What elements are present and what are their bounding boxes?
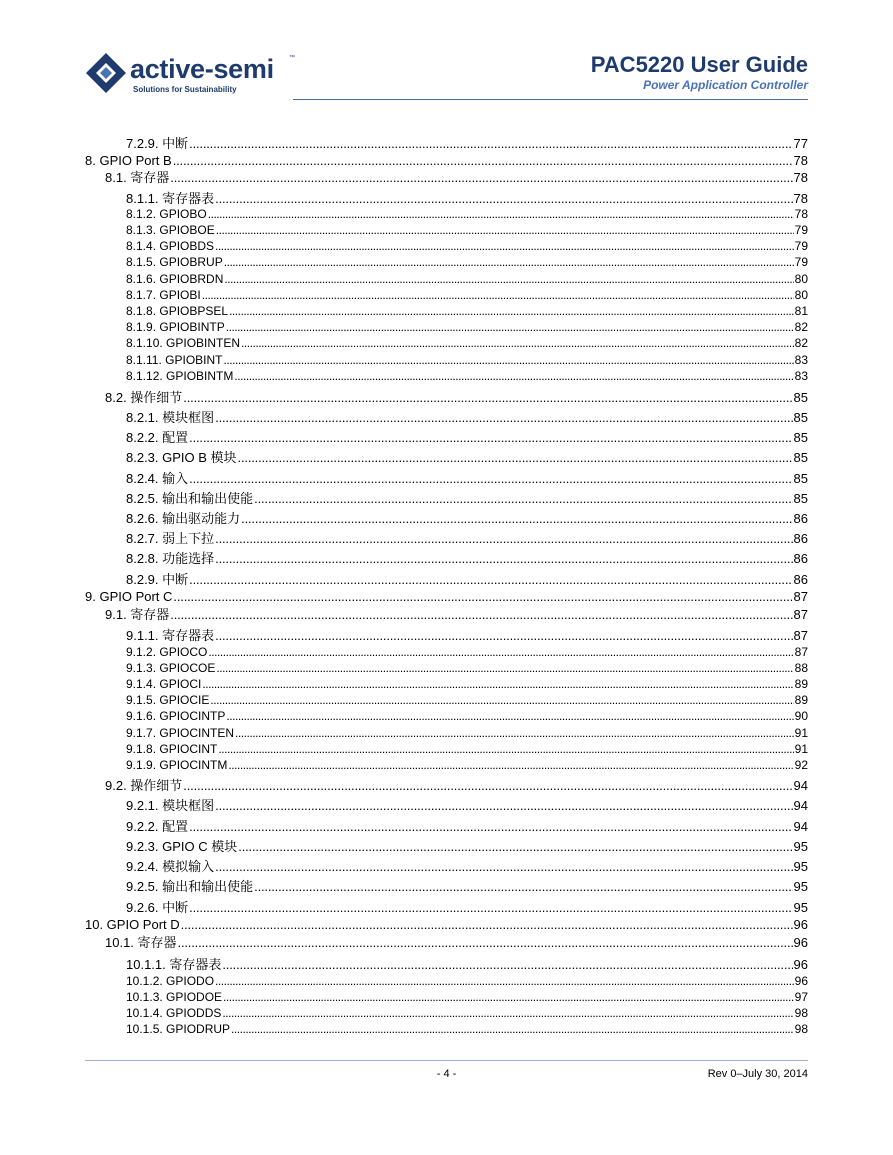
toc-entry-label: 9.1.3. GPIOCOE xyxy=(126,661,216,675)
toc-dot-leader xyxy=(234,369,793,383)
toc-entry-label: 9. GPIO Port C xyxy=(85,589,173,604)
toc-entry-page: 89 xyxy=(794,693,808,707)
toc-dot-leader xyxy=(218,742,793,756)
toc-dot-leader xyxy=(224,272,793,286)
toc-entry-page: 83 xyxy=(794,353,808,367)
toc-entry-label: 9.1.4. GPIOCI xyxy=(126,677,202,691)
toc-entry[interactable] xyxy=(126,304,808,318)
toc-entry-page: 95 xyxy=(793,839,808,854)
toc-entry[interactable] xyxy=(105,607,808,623)
toc-entry[interactable] xyxy=(126,709,808,723)
toc-entry-page: 98 xyxy=(794,1006,808,1020)
toc-entry-label: 10.1.2. GPIODO xyxy=(126,974,215,988)
toc-dot-leader xyxy=(202,677,793,691)
toc-dot-leader xyxy=(224,255,794,269)
toc-entry[interactable] xyxy=(126,628,808,644)
toc-dot-leader xyxy=(210,693,793,707)
toc-entry[interactable] xyxy=(126,957,808,973)
toc-dot-leader xyxy=(226,709,793,723)
toc-entry-page: 81 xyxy=(794,304,808,318)
toc-entry[interactable] xyxy=(126,491,808,507)
toc-entry-page: 88 xyxy=(794,661,808,675)
toc-dot-leader xyxy=(189,471,792,487)
toc-dot-leader xyxy=(241,336,794,350)
toc-dot-leader xyxy=(226,320,794,334)
toc-entry-label: 9.1. 寄存器 xyxy=(105,607,170,622)
toc-entry[interactable] xyxy=(126,1022,808,1036)
footer-divider xyxy=(85,1060,808,1061)
toc-entry-label: 10.1.5. GPIODRUP xyxy=(126,1022,231,1036)
toc-dot-leader xyxy=(231,1022,794,1036)
toc-entry-page: 85 xyxy=(793,390,808,405)
toc-dot-leader xyxy=(170,607,792,623)
toc-entry-label: 8.1.2. GPIOBO xyxy=(126,207,207,221)
toc-entry-label: 9.1.2. GPIOCO xyxy=(126,645,208,659)
toc-entry[interactable] xyxy=(126,369,808,383)
toc-dot-leader xyxy=(235,726,794,740)
logo-trademark: ™ xyxy=(289,55,295,61)
toc-entry[interactable] xyxy=(126,191,808,207)
toc-dot-leader xyxy=(215,859,792,875)
toc-entry[interactable] xyxy=(126,900,808,916)
toc-entry-label: 8.2.8. 功能选择 xyxy=(126,551,215,566)
toc-entry-page: 86 xyxy=(793,551,808,566)
toc-entry-label: 9.2.2. 配置 xyxy=(126,819,189,834)
toc-dot-leader xyxy=(208,645,793,659)
toc-dot-leader xyxy=(216,223,794,237)
toc-entry[interactable] xyxy=(126,551,808,567)
toc-entry-page: 92 xyxy=(794,758,808,772)
toc-entry-page: 91 xyxy=(794,726,808,740)
toc-dot-leader xyxy=(222,1006,793,1020)
page-number: - 4 - xyxy=(436,1068,457,1080)
toc-entry[interactable] xyxy=(126,272,808,286)
toc-entry-page: 96 xyxy=(793,917,808,932)
toc-entry-label: 8.1.6. GPIOBRDN xyxy=(126,272,224,286)
toc-dot-leader xyxy=(215,239,794,253)
toc-entry-page: 95 xyxy=(793,900,808,915)
toc-entry-label: 9.1.5. GPIOCIE xyxy=(126,693,210,707)
toc-dot-leader xyxy=(254,879,792,895)
toc-dot-leader xyxy=(223,353,793,367)
toc-entry-label: 8.2.5. 输出和输出使能 xyxy=(126,491,254,506)
toc-entry-label: 10. GPIO Port D xyxy=(85,917,180,932)
toc-entry-page: 91 xyxy=(794,742,808,756)
toc-entry-label: 9.2. 操作细节 xyxy=(105,778,183,793)
toc-dot-leader xyxy=(189,430,792,446)
toc-entry-label: 10.1.4. GPIODDS xyxy=(126,1006,222,1020)
toc-entry-label: 8.2. 操作细节 xyxy=(105,390,183,405)
toc-entry-label: 8.2.7. 弱上下拉 xyxy=(126,531,215,546)
toc-entry[interactable] xyxy=(126,531,808,547)
toc-entry-label: 9.1.1. 寄存器表 xyxy=(126,628,215,643)
toc-dot-leader xyxy=(241,511,792,527)
toc-entry-label: 10.1. 寄存器 xyxy=(105,935,177,950)
logo-tagline: Solutions for Sustainability xyxy=(133,85,237,94)
toc-entry[interactable] xyxy=(126,572,808,588)
toc-entry[interactable] xyxy=(126,239,808,253)
toc-dot-leader xyxy=(173,153,793,169)
toc-dot-leader xyxy=(173,589,792,605)
toc-entry-label: 10.1.3. GPIODOE xyxy=(126,990,223,1004)
toc-entry-page: 87 xyxy=(793,628,808,643)
toc-entry-label: 8.2.9. 中断 xyxy=(126,572,189,587)
toc-entry[interactable] xyxy=(126,223,808,237)
toc-entry-page: 78 xyxy=(793,170,808,185)
toc-entry-page: 94 xyxy=(793,798,808,813)
toc-entry-label: 8.1. 寄存器 xyxy=(105,170,170,185)
toc-entry-label: 8.2.6. 输出驱动能力 xyxy=(126,511,241,526)
toc-entry-label: 8.1.7. GPIOBI xyxy=(126,288,201,302)
toc-entry-page: 79 xyxy=(794,223,808,237)
toc-entry-page: 78 xyxy=(794,207,808,221)
document-title: PAC5220 User Guide xyxy=(590,52,808,77)
toc-entry-label: 8.1.3. GPIOBOE xyxy=(126,223,215,237)
toc-entry[interactable] xyxy=(126,974,808,988)
toc-entry-page: 97 xyxy=(794,990,808,1004)
toc-dot-leader xyxy=(178,935,793,951)
toc-entry-page: 77 xyxy=(793,136,808,151)
toc-dot-leader xyxy=(238,839,792,855)
toc-dot-leader xyxy=(254,491,792,507)
toc-entry-page: 78 xyxy=(793,153,808,168)
toc-dot-leader xyxy=(215,531,792,547)
toc-dot-leader xyxy=(181,917,793,933)
toc-dot-leader xyxy=(228,758,793,772)
toc-dot-leader xyxy=(202,288,794,302)
toc-entry[interactable] xyxy=(85,589,808,605)
toc-entry-page: 85 xyxy=(793,471,808,486)
toc-entry-page: 86 xyxy=(793,572,808,587)
toc-dot-leader xyxy=(215,191,792,207)
toc-entry-label: 7.2.9. 中断 xyxy=(126,136,189,151)
toc-dot-leader xyxy=(208,207,794,221)
toc-entry-page: 98 xyxy=(794,1022,808,1036)
toc-entry-label: 8.1.8. GPIOBPSEL xyxy=(126,304,229,318)
toc-entry-page: 78 xyxy=(793,191,808,206)
toc-dot-leader xyxy=(229,304,794,318)
toc-dot-leader xyxy=(215,551,792,567)
toc-entry[interactable] xyxy=(126,320,808,334)
toc-entry-label: 9.1.9. GPIOCINTM xyxy=(126,758,228,772)
toc-entry-page: 86 xyxy=(793,511,808,526)
toc-entry[interactable] xyxy=(126,693,808,707)
toc-entry-page: 87 xyxy=(794,645,808,659)
toc-entry-label: 8.2.1. 模块框图 xyxy=(126,410,215,425)
toc-entry[interactable] xyxy=(105,935,808,951)
toc-entry-label: 8.1.1. 寄存器表 xyxy=(126,191,215,206)
toc-entry-page: 85 xyxy=(793,491,808,506)
toc-entry[interactable] xyxy=(85,917,808,933)
toc-entry-label: 8.1.4. GPIOBDS xyxy=(126,239,215,253)
toc-entry-label: 10.1.1. 寄存器表 xyxy=(126,957,222,972)
toc-entry[interactable] xyxy=(126,336,808,350)
toc-dot-leader xyxy=(183,778,792,794)
toc-entry[interactable] xyxy=(105,170,808,186)
toc-entry-label: 8.1.12. GPIOBINTM xyxy=(126,369,234,383)
toc-entry-page: 82 xyxy=(794,320,808,334)
document-subtitle: Power Application Controller xyxy=(643,78,808,92)
toc-entry-page: 85 xyxy=(793,450,808,465)
toc-entry-page: 85 xyxy=(793,410,808,425)
toc-entry-page: 94 xyxy=(793,778,808,793)
toc-entry[interactable] xyxy=(126,353,808,367)
toc-entry[interactable] xyxy=(126,742,808,756)
toc-entry-page: 95 xyxy=(793,859,808,874)
toc-entry[interactable] xyxy=(126,430,808,446)
toc-dot-leader xyxy=(238,450,793,466)
toc-dot-leader xyxy=(189,572,792,588)
toc-entry-page: 96 xyxy=(793,957,808,972)
toc-entry[interactable] xyxy=(126,758,808,772)
toc-entry-label: 8.2.3. GPIO B 模块 xyxy=(126,450,237,465)
toc-entry-page: 96 xyxy=(794,974,808,988)
toc-dot-leader xyxy=(216,661,793,675)
toc-entry-page: 85 xyxy=(793,430,808,445)
toc-entry[interactable] xyxy=(126,990,808,1004)
toc-entry-label: 8.2.4. 输入 xyxy=(126,471,189,486)
toc-entry[interactable] xyxy=(126,255,808,269)
toc-entry[interactable] xyxy=(126,798,808,814)
toc-entry[interactable] xyxy=(126,1006,808,1020)
toc-dot-leader xyxy=(183,390,792,406)
toc-entry-page: 79 xyxy=(794,239,808,253)
toc-entry[interactable] xyxy=(126,450,808,466)
toc-entry[interactable] xyxy=(105,390,808,406)
toc-entry[interactable] xyxy=(126,726,808,740)
toc-entry[interactable] xyxy=(126,645,808,659)
toc-entry-label: 9.1.8. GPIOCINT xyxy=(126,742,218,756)
toc-entry-label: 8.1.10. GPIOBINTEN xyxy=(126,336,241,350)
toc-entry-label: 8.1.11. GPIOBINT xyxy=(126,353,223,367)
toc-entry-page: 89 xyxy=(794,677,808,691)
toc-dot-leader xyxy=(170,170,792,186)
toc-dot-leader xyxy=(189,819,792,835)
toc-dot-leader xyxy=(215,798,792,814)
toc-entry-label: 9.2.5. 输出和输出使能 xyxy=(126,879,254,894)
toc-entry-page: 83 xyxy=(794,369,808,383)
toc-entry[interactable] xyxy=(85,153,808,169)
toc-entry-label: 9.2.3. GPIO C 模块 xyxy=(126,839,238,854)
toc-entry[interactable] xyxy=(126,136,808,152)
toc-entry[interactable] xyxy=(126,879,808,895)
toc-entry[interactable] xyxy=(126,471,808,487)
toc-entry-page: 82 xyxy=(794,336,808,350)
toc-entry[interactable] xyxy=(126,677,808,691)
toc-entry[interactable] xyxy=(105,778,808,794)
toc-entry-page: 96 xyxy=(793,935,808,950)
revision-info: Rev 0–July 30, 2014 xyxy=(707,1068,808,1080)
toc-entry[interactable] xyxy=(126,661,808,675)
toc-dot-leader xyxy=(222,957,792,973)
toc-entry-page: 94 xyxy=(793,819,808,834)
toc-dot-leader xyxy=(223,990,794,1004)
toc-dot-leader xyxy=(189,136,792,152)
toc-dot-leader xyxy=(189,900,792,916)
toc-entry-page: 95 xyxy=(793,879,808,894)
toc-entry-label: 9.2.6. 中断 xyxy=(126,900,189,915)
toc-entry-label: 8.2.2. 配置 xyxy=(126,430,189,445)
toc-entry-label: 8. GPIO Port B xyxy=(85,153,172,168)
toc-entry-label: 8.1.9. GPIOBINTP xyxy=(126,320,225,334)
toc-entry-page: 87 xyxy=(793,607,808,622)
toc-entry-label: 9.1.6. GPIOCINTP xyxy=(126,709,226,723)
toc-dot-leader xyxy=(215,628,792,644)
toc-entry-label: 9.2.4. 模拟输入 xyxy=(126,859,215,874)
toc-entry-page: 80 xyxy=(794,272,808,286)
toc-entry[interactable] xyxy=(126,410,808,426)
toc-entry[interactable] xyxy=(126,839,808,855)
toc-entry[interactable] xyxy=(126,859,808,875)
toc-entry[interactable] xyxy=(126,819,808,835)
toc-entry-page: 79 xyxy=(794,255,808,269)
toc-dot-leader xyxy=(215,974,794,988)
toc-entry-page: 80 xyxy=(794,288,808,302)
toc-entry[interactable] xyxy=(126,511,808,527)
toc-entry[interactable] xyxy=(126,207,808,221)
toc-entry-page: 87 xyxy=(793,589,808,604)
toc-entry-label: 9.1.7. GPIOCINTEN xyxy=(126,726,235,740)
toc-entry[interactable] xyxy=(126,288,808,302)
logo-wordmark: active-semi xyxy=(130,54,274,84)
toc-dot-leader xyxy=(215,410,792,426)
toc-entry-page: 90 xyxy=(794,709,808,723)
toc-entry-label: 9.2.1. 模块框图 xyxy=(126,798,215,813)
toc-entry-page: 86 xyxy=(793,531,808,546)
toc-entry-label: 8.1.5. GPIOBRUP xyxy=(126,255,223,269)
